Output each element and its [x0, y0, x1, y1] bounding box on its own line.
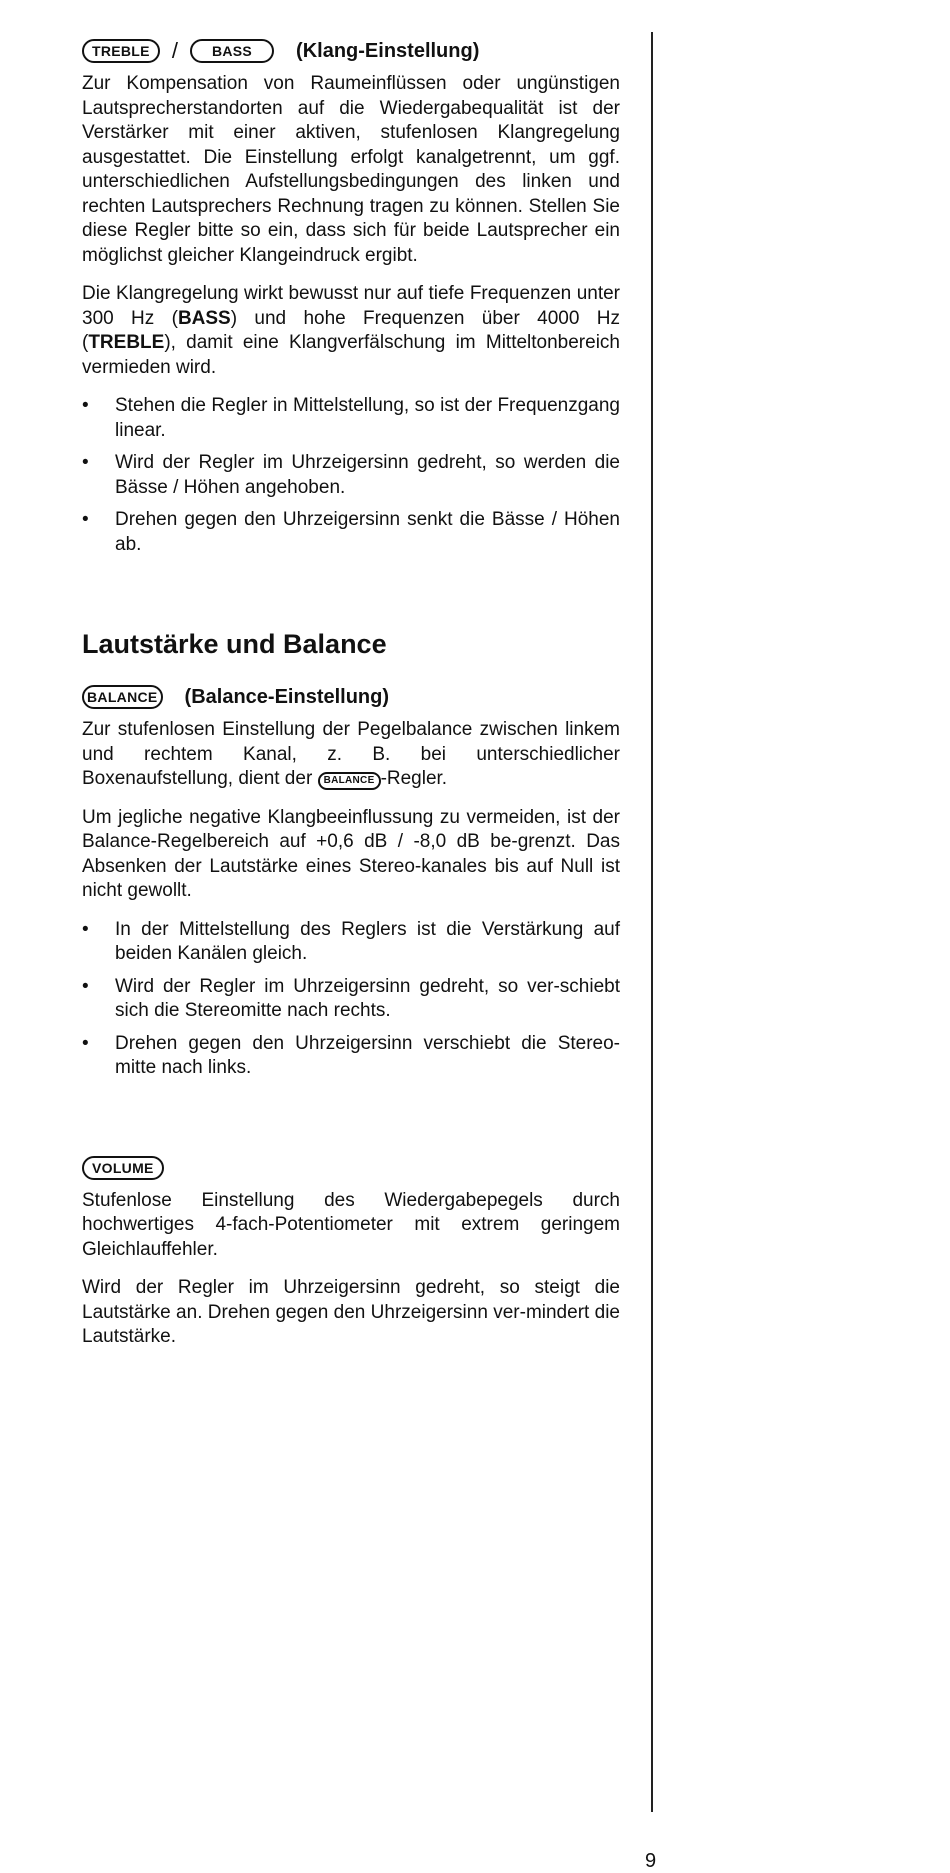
text-run: Die Klangregelung wirkt bewusst nur auf tiefe Frequenzen unter 300 Hz (	[82, 283, 620, 329]
list-item: • Stehen die Regler in Mittelstellung, so ist der Frequenzgang linear.	[82, 394, 620, 443]
volume-knob-label: VOLUME	[82, 1156, 164, 1180]
balance-paragraph-1	[82, 718, 620, 792]
balance-subtitle: (Balance-Einstellung)	[184, 685, 390, 708]
text-run: -Regler.	[380, 768, 448, 789]
balance-knob-label: BALANCE	[82, 685, 163, 709]
text-run: ), damit eine Klangverfälschung im Mitteltonbereich vermieden wird.	[82, 332, 620, 378]
bass-knob-label: BASS	[190, 39, 274, 63]
text-run: ) und hohe Frequenzen über 4000 Hz (	[82, 307, 620, 353]
treble-knob-label: TREBLE	[82, 39, 160, 63]
volume-paragraph-2: Wird der Regler im Uhrzeigersinn gedreht, so steigt die Lautstärke an. Drehen gegen den Uhrzeigersinn ver-mindert die Lautstärke.	[82, 1277, 620, 1347]
list-item: • Drehen gegen den Uhrzeigersinn senkt die Bässe / Höhen ab.	[82, 508, 620, 557]
slash: /	[171, 38, 178, 63]
column-rule	[651, 32, 653, 1812]
page-column	[82, 36, 620, 1364]
klang-paragraph-2	[82, 282, 620, 380]
list-item: • Wird der Regler im Uhrzeigersinn gedreht, so ver-schiebt sich die Stereomitte nach rechts.	[82, 975, 620, 1024]
treble-bold: TREBLE	[88, 332, 165, 353]
klang-subtitle: (Klang-Einstellung)	[296, 39, 480, 62]
volume-heading	[82, 1153, 620, 1183]
list-item: • In der Mittelstellung des Reglers ist die Verstärkung auf beiden Kanälen gleich.	[82, 918, 620, 967]
section-title: Lautstärke und Balance	[82, 629, 387, 659]
volume-paragraph-1: Stufenlose Einstellung des Wiedergabepegels durch hochwertiges 4-fach-Potentiometer mit extrem geringem Gleichlauffehler.	[82, 1189, 620, 1260]
balance-heading	[82, 682, 620, 712]
balance-paragraph-2: Um jegliche negative Klangbeeinflussung zu vermeiden, ist der Balance-Regelbereich auf +0,6 dB / -8,0 dB be-grenzt. Das Absenken der Lautstärke eines Stereo-kanales bis auf Null ist nicht gewollt.	[82, 806, 620, 901]
list-item: • Wird der Regler im Uhrzeigersinn gedreht, so werden die Bässe / Höhen angehoben.	[82, 451, 620, 500]
bass-bold: BASS	[177, 307, 231, 329]
klang-bullet-list	[82, 394, 620, 557]
klang-paragraph-1: Zur Kompensation von Raumeinflüssen oder ungünstigen Lautsprecherstandorten auf die Wiedergabequalität ist der Verstärker mit einer aktiven, stufenlosen Klangregelung ausgestattet. Die Einstellung erfolgt kanalgetrennt, um ggf. unterschiedlichen Aufstellungsbedingungen des linken und rechten Lautsprechers Rechnung tragen zu können. Stellen Sie diese Regler bitte so ein, dass sich für beide Lautsprecher ein möglichst gleicher Klangeindruck ergibt.	[82, 73, 620, 266]
page-number: 9	[645, 1850, 657, 1872]
balance-inline-label: BALANCE	[318, 772, 381, 790]
list-item: • Drehen gegen den Uhrzeigersinn verschiebt die Stereo-mitte nach links.	[82, 1032, 620, 1081]
text-run: Zur stufenlosen Einstellung der Pegelbalance zwischen linkem und rechtem Kanal, z. B. bei unterschiedlicher Boxenaufstellung, dient der	[82, 719, 620, 789]
balance-bullet-list	[82, 918, 620, 1081]
klang-heading	[82, 36, 620, 66]
